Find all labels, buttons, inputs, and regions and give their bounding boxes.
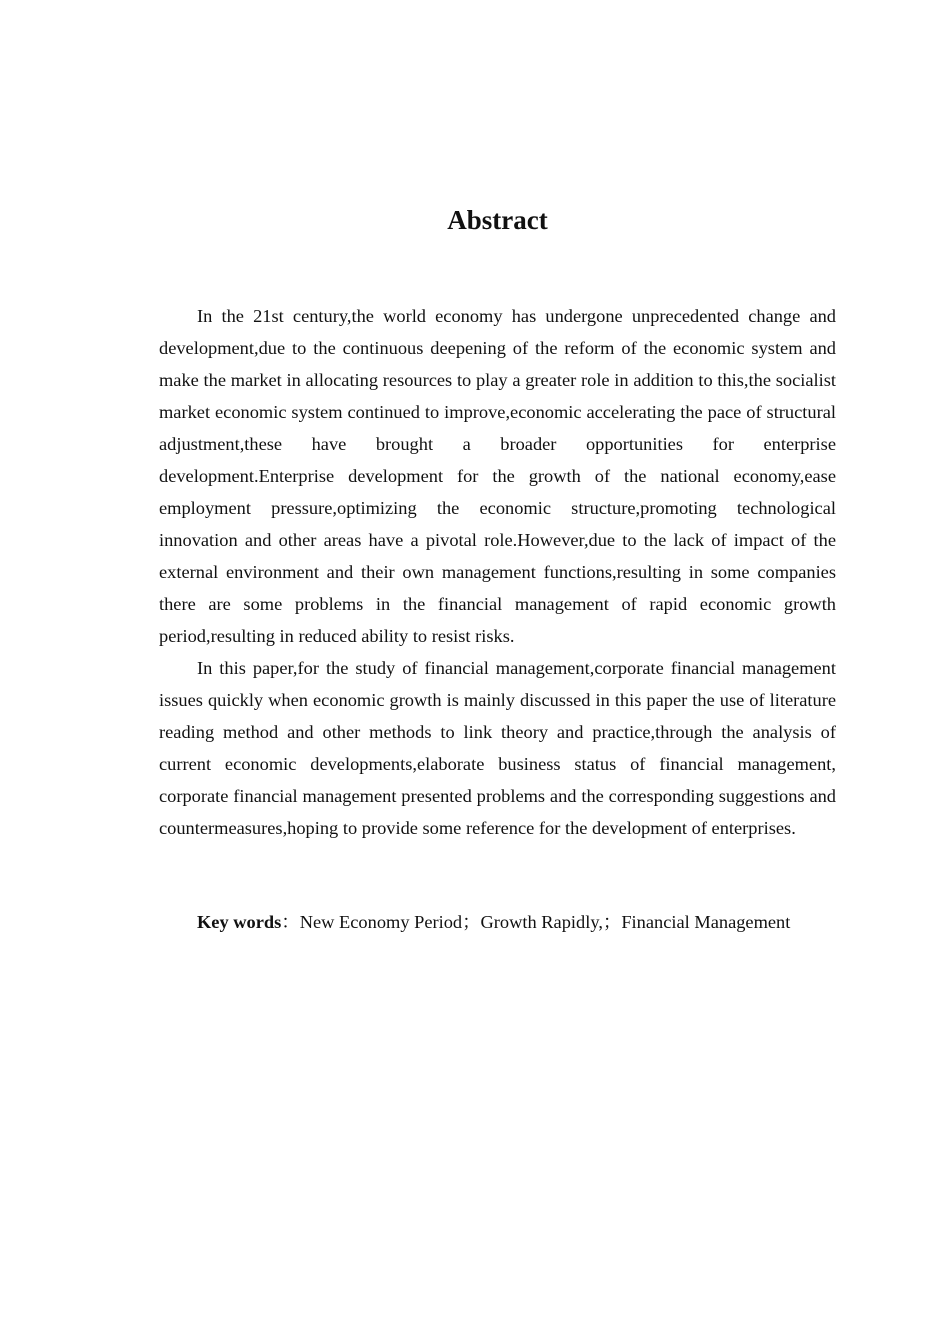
keywords-separator: ： [281, 912, 300, 932]
abstract-paragraph-2: In this paper,for the study of financial management,corporate financial management issues quickly when economic growth is mainly discussed in this paper the use of literature reading method and other methods to link theory and practice,through the analysis of current economic developments,elaborate business status of financial management, corporate financial management presented problems and the corresponding suggestions and countermeasures,hoping to provide some reference for the development of enterprises. [159, 658, 836, 838]
page-title: Abstract [447, 205, 548, 235]
keywords-text: New Economy Period；Growth Rapidly,；Financial Management [299, 912, 791, 932]
abstract-body [159, 300, 836, 844]
abstract-paragraph-1: In the 21st century,the world economy has undergone unprecedented change and development,due to the continuous deepening of the reform of the economic system and make the market in allocating resources to play a greater role in addition to this,the socialist market economic system continued to improve,economic accelerating the pace of structural adjustment,these have brought a broader opportunities for enterprise development.Enterprise development for the growth of the national economy,ease employment pressure,optimizing the economic structure,promoting technological innovation and other areas have a pivotal role.However,due to the lack of impact of the external environment and their own management functions,resulting in some companies there are some problems in the financial management of rapid economic growth period,resulting in reduced ability to resist risks. [159, 306, 836, 646]
keywords-line [197, 906, 790, 938]
keywords-label: Key words [197, 912, 282, 932]
